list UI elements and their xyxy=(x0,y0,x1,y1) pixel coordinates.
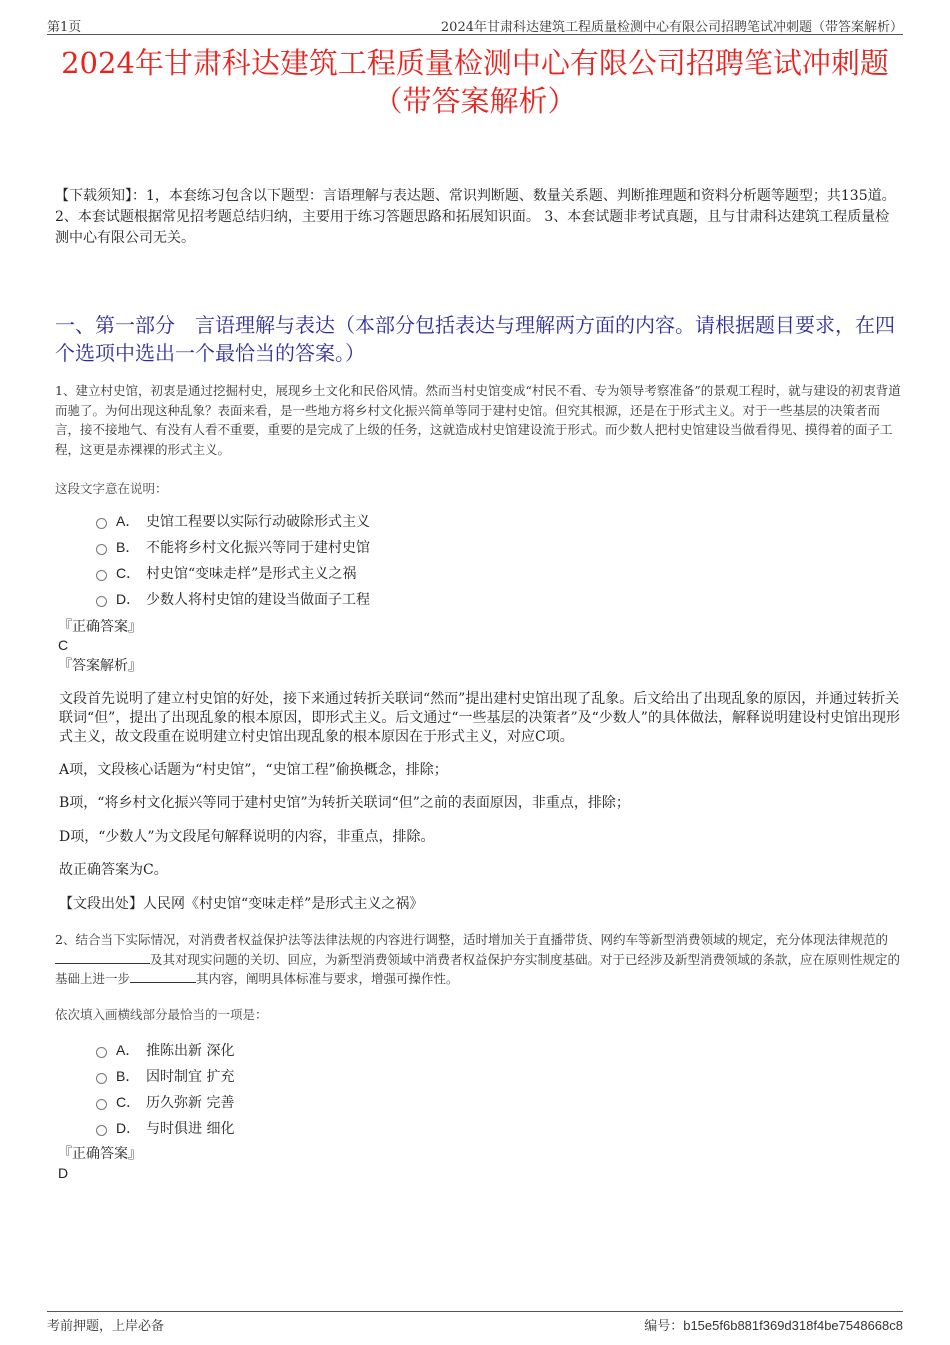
option-c[interactable] xyxy=(96,1089,234,1115)
answer-label: 『正确答案』 xyxy=(58,1146,142,1162)
radio-icon[interactable] xyxy=(96,518,107,529)
option-letter: D． xyxy=(116,591,141,607)
page-header xyxy=(47,14,903,35)
analysis-text: 文段首先说明了建立村史馆的好处，接下来通过转折关联词“然而”提出建村史馆出现了乱象。后文给出了出现乱象的原因，并通过转折关联词“但”，提出了出现乱象的根本原因，即形式主义。后文通过“一些基层的决策者”及“少数人”的具体做法，解释说明建设村史馆出现形式主义，故文段重在说明建立村史馆出现乱象的根本原因在于形式主义，对应C项。 xyxy=(59,691,900,745)
option-text: 村史馆“变味走样”是形式主义之祸 xyxy=(146,566,357,582)
download-notice: 【下载须知】：1，本套练习包含以下题型：言语理解与表达题、常识判断题、数量关系题、判断推理题和资料分析题等题型；共135道。 2、本套试题根据常见招考题总结归纳，主要用于练习答题思路和拓展知识面。 3、本套试题非考试真题，且与甘肃科达建筑工程质量检测中心有限公司无关。 xyxy=(55,188,896,246)
option-text: 因时制宜 扩充 xyxy=(146,1069,235,1085)
option-text: 不能将乡村文化振兴等同于建村史馆 xyxy=(146,540,370,556)
footer-slogan: 考前押题，上岸必备 xyxy=(47,1319,165,1334)
analysis-label: 『答案解析』 xyxy=(58,658,142,674)
option-c[interactable] xyxy=(96,560,370,586)
option-text: 少数人将村史馆的建设当做面子工程 xyxy=(146,592,370,608)
question-2-text-part-3: 其内容，阐明具体标准与要求，增强可操作性。 xyxy=(196,971,459,986)
question-2-text xyxy=(55,930,903,989)
question-2-prompt: 依次填入画横线部分最恰当的一项是： xyxy=(55,1007,268,1022)
option-letter: A． xyxy=(116,1042,140,1058)
analysis-line-b: B项，“将乡村文化振兴等同于建村史馆”为转折关联词“但”之前的表面原因，非重点，排除； xyxy=(59,795,630,811)
answer-label: 『正确答案』 xyxy=(58,619,142,635)
radio-icon[interactable] xyxy=(96,1099,107,1110)
footer-serial: 编号：b15e5f6b881f369d318f4be7548668c8 xyxy=(644,1318,903,1333)
fill-blank-1 xyxy=(55,951,150,964)
option-letter: A． xyxy=(116,513,140,529)
option-letter: C． xyxy=(116,1094,141,1110)
option-letter: B． xyxy=(116,1068,140,1084)
option-letter: B． xyxy=(116,539,140,555)
option-text: 史馆工程要以实际行动破除形式主义 xyxy=(146,514,370,530)
question-2-text-part-1: 2、结合当下实际情况，对消费者权益保护法等法律法规的内容进行调整，适时增加关于直播带货、网约车等新型消费领域的规定，充分体现法律规范的 xyxy=(55,932,888,947)
section-heading: 一、第一部分 言语理解与表达（本部分包括表达与理解两方面的内容。请根据题目要求，在四个选项中选出一个最恰当的答案。） xyxy=(55,313,895,365)
option-b[interactable] xyxy=(96,534,370,560)
page-footer xyxy=(47,1311,903,1336)
option-a[interactable] xyxy=(96,1037,234,1063)
analysis-conclusion: 故正确答案为C。 xyxy=(59,862,168,878)
analysis-line-d: D项，“少数人”为文段尾句解释说明的内容，非重点，排除。 xyxy=(59,829,435,845)
radio-icon[interactable] xyxy=(96,544,107,555)
option-a[interactable] xyxy=(96,508,370,534)
radio-icon[interactable] xyxy=(96,1073,107,1084)
question-1-text: 1、建立村史馆，初衷是通过挖掘村史，展现乡土文化和民俗风情。然而当村史馆变成“村民不看、专为领导考察准备”的景观工程时，就与建设的初衷背道而驰了。为何出现这种乱象？表面来看，是一些地方将乡村文化振兴简单等同于建村史馆。但究其根源，还是在于形式主义。对于一些基层的决策者而言，接不接地气、有没有人看不重要，重要的是完成了上级的任务，这就造成村史馆建设流于形式。而少数人把村史馆建设当做看得见、摸得着的面子工程，这更是赤裸裸的形式主义。 xyxy=(55,383,901,457)
option-b[interactable] xyxy=(96,1063,234,1089)
option-text: 历久弥新 完善 xyxy=(146,1095,235,1111)
page-number: 第1页 xyxy=(47,20,82,35)
option-text: 与时俱进 细化 xyxy=(146,1121,235,1137)
option-d[interactable] xyxy=(96,586,370,612)
header-doc-title: 2024年甘肃科达建筑工程质量检测中心有限公司招聘笔试冲刺题（带答案解析） xyxy=(440,20,903,35)
option-d[interactable] xyxy=(96,1115,234,1141)
question-2-options xyxy=(96,1037,234,1141)
passage-source: 【文段出处】人民网《村史馆“变味走样”是形式主义之祸》 xyxy=(59,896,424,912)
option-text: 推陈出新 深化 xyxy=(146,1043,235,1059)
question-1-options xyxy=(96,508,370,612)
option-letter: D． xyxy=(116,1120,141,1136)
question-2-text-part-2: 及其对现实问题的关切、回应，为新型消费领域中消费者权益保护夯实制度基础。对于已经涉及新型消费领域的条款，应在原则性规定的基础上进一步 xyxy=(55,951,901,986)
fill-blank-2 xyxy=(130,970,196,983)
radio-icon[interactable] xyxy=(96,570,107,581)
analysis-line-a: A项，文段核心话题为“村史馆”，“史馆工程”偷换概念，排除； xyxy=(59,762,448,778)
radio-icon[interactable] xyxy=(96,1047,107,1058)
question-1-prompt: 这段文字意在说明： xyxy=(55,481,168,496)
option-letter: C． xyxy=(116,565,141,581)
answer-value: D xyxy=(58,1165,69,1181)
radio-icon[interactable] xyxy=(96,596,107,607)
answer-value: C xyxy=(58,637,69,653)
radio-icon[interactable] xyxy=(96,1125,107,1136)
page-title: 2024年甘肃科达建筑工程质量检测中心有限公司招聘笔试冲刺题（带答案解析） xyxy=(61,46,889,118)
